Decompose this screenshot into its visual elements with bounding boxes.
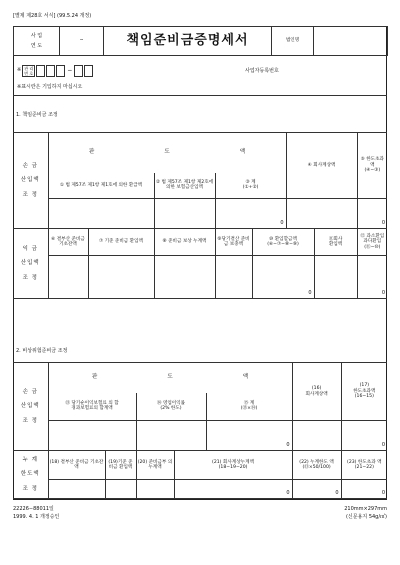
b-col4-header: ⑨당기결산 준비금 보충액 bbox=[215, 229, 252, 256]
excess-header: ⑤ 한도초과액 (④−③) bbox=[357, 133, 387, 199]
s2-excess-value[interactable]: 0 bbox=[341, 421, 387, 451]
form-reference: [별제 제28호 서식] (99.5.24 개정) bbox=[13, 13, 92, 19]
b-col5-header: ⑩ 환입할금액 (⑥−⑦−⑧−⑨) bbox=[252, 229, 314, 256]
s2-b-col3-value[interactable] bbox=[136, 480, 174, 499]
b-col2-header: ⑦ 기준 준비금 환입액 bbox=[88, 229, 154, 256]
form-header bbox=[13, 26, 387, 56]
col2-header: ② 법 제57조 제1항 제2호에 의한 보험금산입액 bbox=[154, 173, 215, 199]
s2-b-col4-header: (21) 회사계상누계액 (18−19−20) bbox=[174, 451, 292, 480]
company-amount-header-2: (16) 회사계상액 bbox=[292, 363, 341, 421]
col3-value[interactable]: 0 bbox=[215, 199, 286, 229]
s2-b-col6-header: (23) 한도초과 액 (21−22) bbox=[341, 451, 387, 480]
corp-name-field[interactable] bbox=[314, 27, 388, 56]
dash: − bbox=[67, 66, 73, 74]
b-col2-value[interactable] bbox=[88, 256, 154, 299]
approval-date: 1999. 4. 1 개정승인 bbox=[13, 514, 60, 520]
note-text: ※표시란은 기입하지 마십시오 bbox=[17, 84, 83, 90]
section2-loss-label: 손 금 산입액 조 정 bbox=[13, 363, 48, 451]
s2-b-col5-header: (22) 누계한도 액 (⑬×50/100) bbox=[292, 451, 341, 480]
mgmt-number-label: 관 리 번 호 bbox=[24, 66, 34, 76]
section1-table bbox=[13, 132, 387, 299]
col1-header: ① 법 제57조 제1항 제1호에 의한 환급액 bbox=[48, 173, 154, 199]
company-amount-value[interactable] bbox=[286, 199, 357, 229]
paper-size: 210mm×297mm bbox=[344, 506, 387, 512]
s2-col2-value[interactable] bbox=[136, 421, 206, 451]
note-mark: ※ bbox=[17, 67, 22, 74]
b-col4-value[interactable] bbox=[215, 256, 252, 299]
id-row bbox=[13, 56, 387, 96]
limit-header: 판 도 액 bbox=[48, 133, 286, 173]
s2-company-value[interactable] bbox=[292, 421, 341, 451]
section1-gain-label: 익 금 산입액 조 정 bbox=[13, 229, 48, 299]
corp-name-label: 법인명 bbox=[272, 27, 314, 56]
b-col1-header: ⑥ 결부산 준비금 기초잔액 bbox=[48, 229, 88, 256]
s2-b-col6-value[interactable]: 0 bbox=[341, 480, 387, 499]
b-col7-value[interactable]: 0 bbox=[357, 256, 387, 299]
excess-value[interactable]: 0 bbox=[357, 199, 387, 229]
footer-left bbox=[13, 505, 59, 521]
form-code: 22226−88011일 bbox=[13, 506, 54, 512]
col2-value[interactable] bbox=[154, 199, 215, 229]
mgmt-number-box[interactable] bbox=[84, 65, 93, 77]
year-label: 사 업 연 도 bbox=[14, 27, 60, 56]
limit-header-2: 판 도 액 bbox=[48, 363, 292, 393]
section1-title: 1. 책임준비금 조정 bbox=[16, 112, 58, 118]
s2-b-col5-value[interactable]: 0 bbox=[292, 480, 341, 499]
s2-col3-value[interactable]: 0 bbox=[206, 421, 292, 451]
paper-spec: (신문용지 54g/㎡) bbox=[345, 514, 387, 520]
section1-loss-label: 손 금 산입액 조 정 bbox=[13, 133, 48, 229]
section2-cum-label: 누 계 한도액 조 정 bbox=[13, 451, 48, 499]
s2-b-col2-value[interactable] bbox=[105, 480, 136, 499]
excess-header-2: (17) 한도초과액 (16−15) bbox=[341, 363, 387, 421]
section2-title: 2. 비상위험준비금 조정 bbox=[16, 348, 68, 354]
page-title: 책임준비금증명세서 bbox=[104, 27, 272, 56]
b-col5-value[interactable]: 0 bbox=[252, 256, 314, 299]
b-col6-value[interactable] bbox=[314, 256, 357, 299]
year-range[interactable]: ~ bbox=[60, 27, 104, 56]
col1-value[interactable] bbox=[48, 199, 154, 229]
company-amount-header: ④ 회사계상액 bbox=[286, 133, 357, 199]
s2-b-col1-header: (18) 결부산 준비금 기초잔액 bbox=[48, 451, 105, 480]
b-col3-header: ⑧ 준비금 보상 누계액 bbox=[154, 229, 215, 256]
s2-b-col3-header: (20) 준비금부 의 누계액 bbox=[136, 451, 174, 480]
section2-table bbox=[13, 362, 387, 499]
s2-b-col1-value[interactable] bbox=[48, 480, 105, 499]
s2-b-col2-header: (19)기준 준비금 환입액 bbox=[105, 451, 136, 480]
b-col6-header: ⑪회사 환입액 bbox=[314, 229, 357, 256]
s2-col1-header: ⑬ 당기순이익보험료 의 합 경과보험료의 합계액 bbox=[48, 393, 136, 421]
footer-right bbox=[344, 505, 387, 521]
mgmt-number-box[interactable] bbox=[74, 65, 83, 77]
biz-reg-label: 사업자등록번호 bbox=[245, 68, 279, 74]
col3-header: ③ 계 (①+②) bbox=[215, 173, 286, 199]
mgmt-number-box[interactable] bbox=[36, 65, 45, 77]
s2-col2-header: ⑭ 영업이익률 (2% 한도) bbox=[136, 393, 206, 421]
b-col3-value[interactable] bbox=[154, 256, 215, 299]
mgmt-number-box[interactable] bbox=[46, 65, 55, 77]
b-col7-header: ⑫ 과소환입 과다환입 (⑪−⑩) bbox=[357, 229, 387, 256]
mgmt-number-box[interactable] bbox=[56, 65, 65, 77]
s2-b-col4-value[interactable]: 0 bbox=[174, 480, 292, 499]
b-col1-value[interactable] bbox=[48, 256, 88, 299]
s2-col3-header: ⑮ 계 (⑬×⑭) bbox=[206, 393, 292, 421]
s2-col1-value[interactable] bbox=[48, 421, 136, 451]
